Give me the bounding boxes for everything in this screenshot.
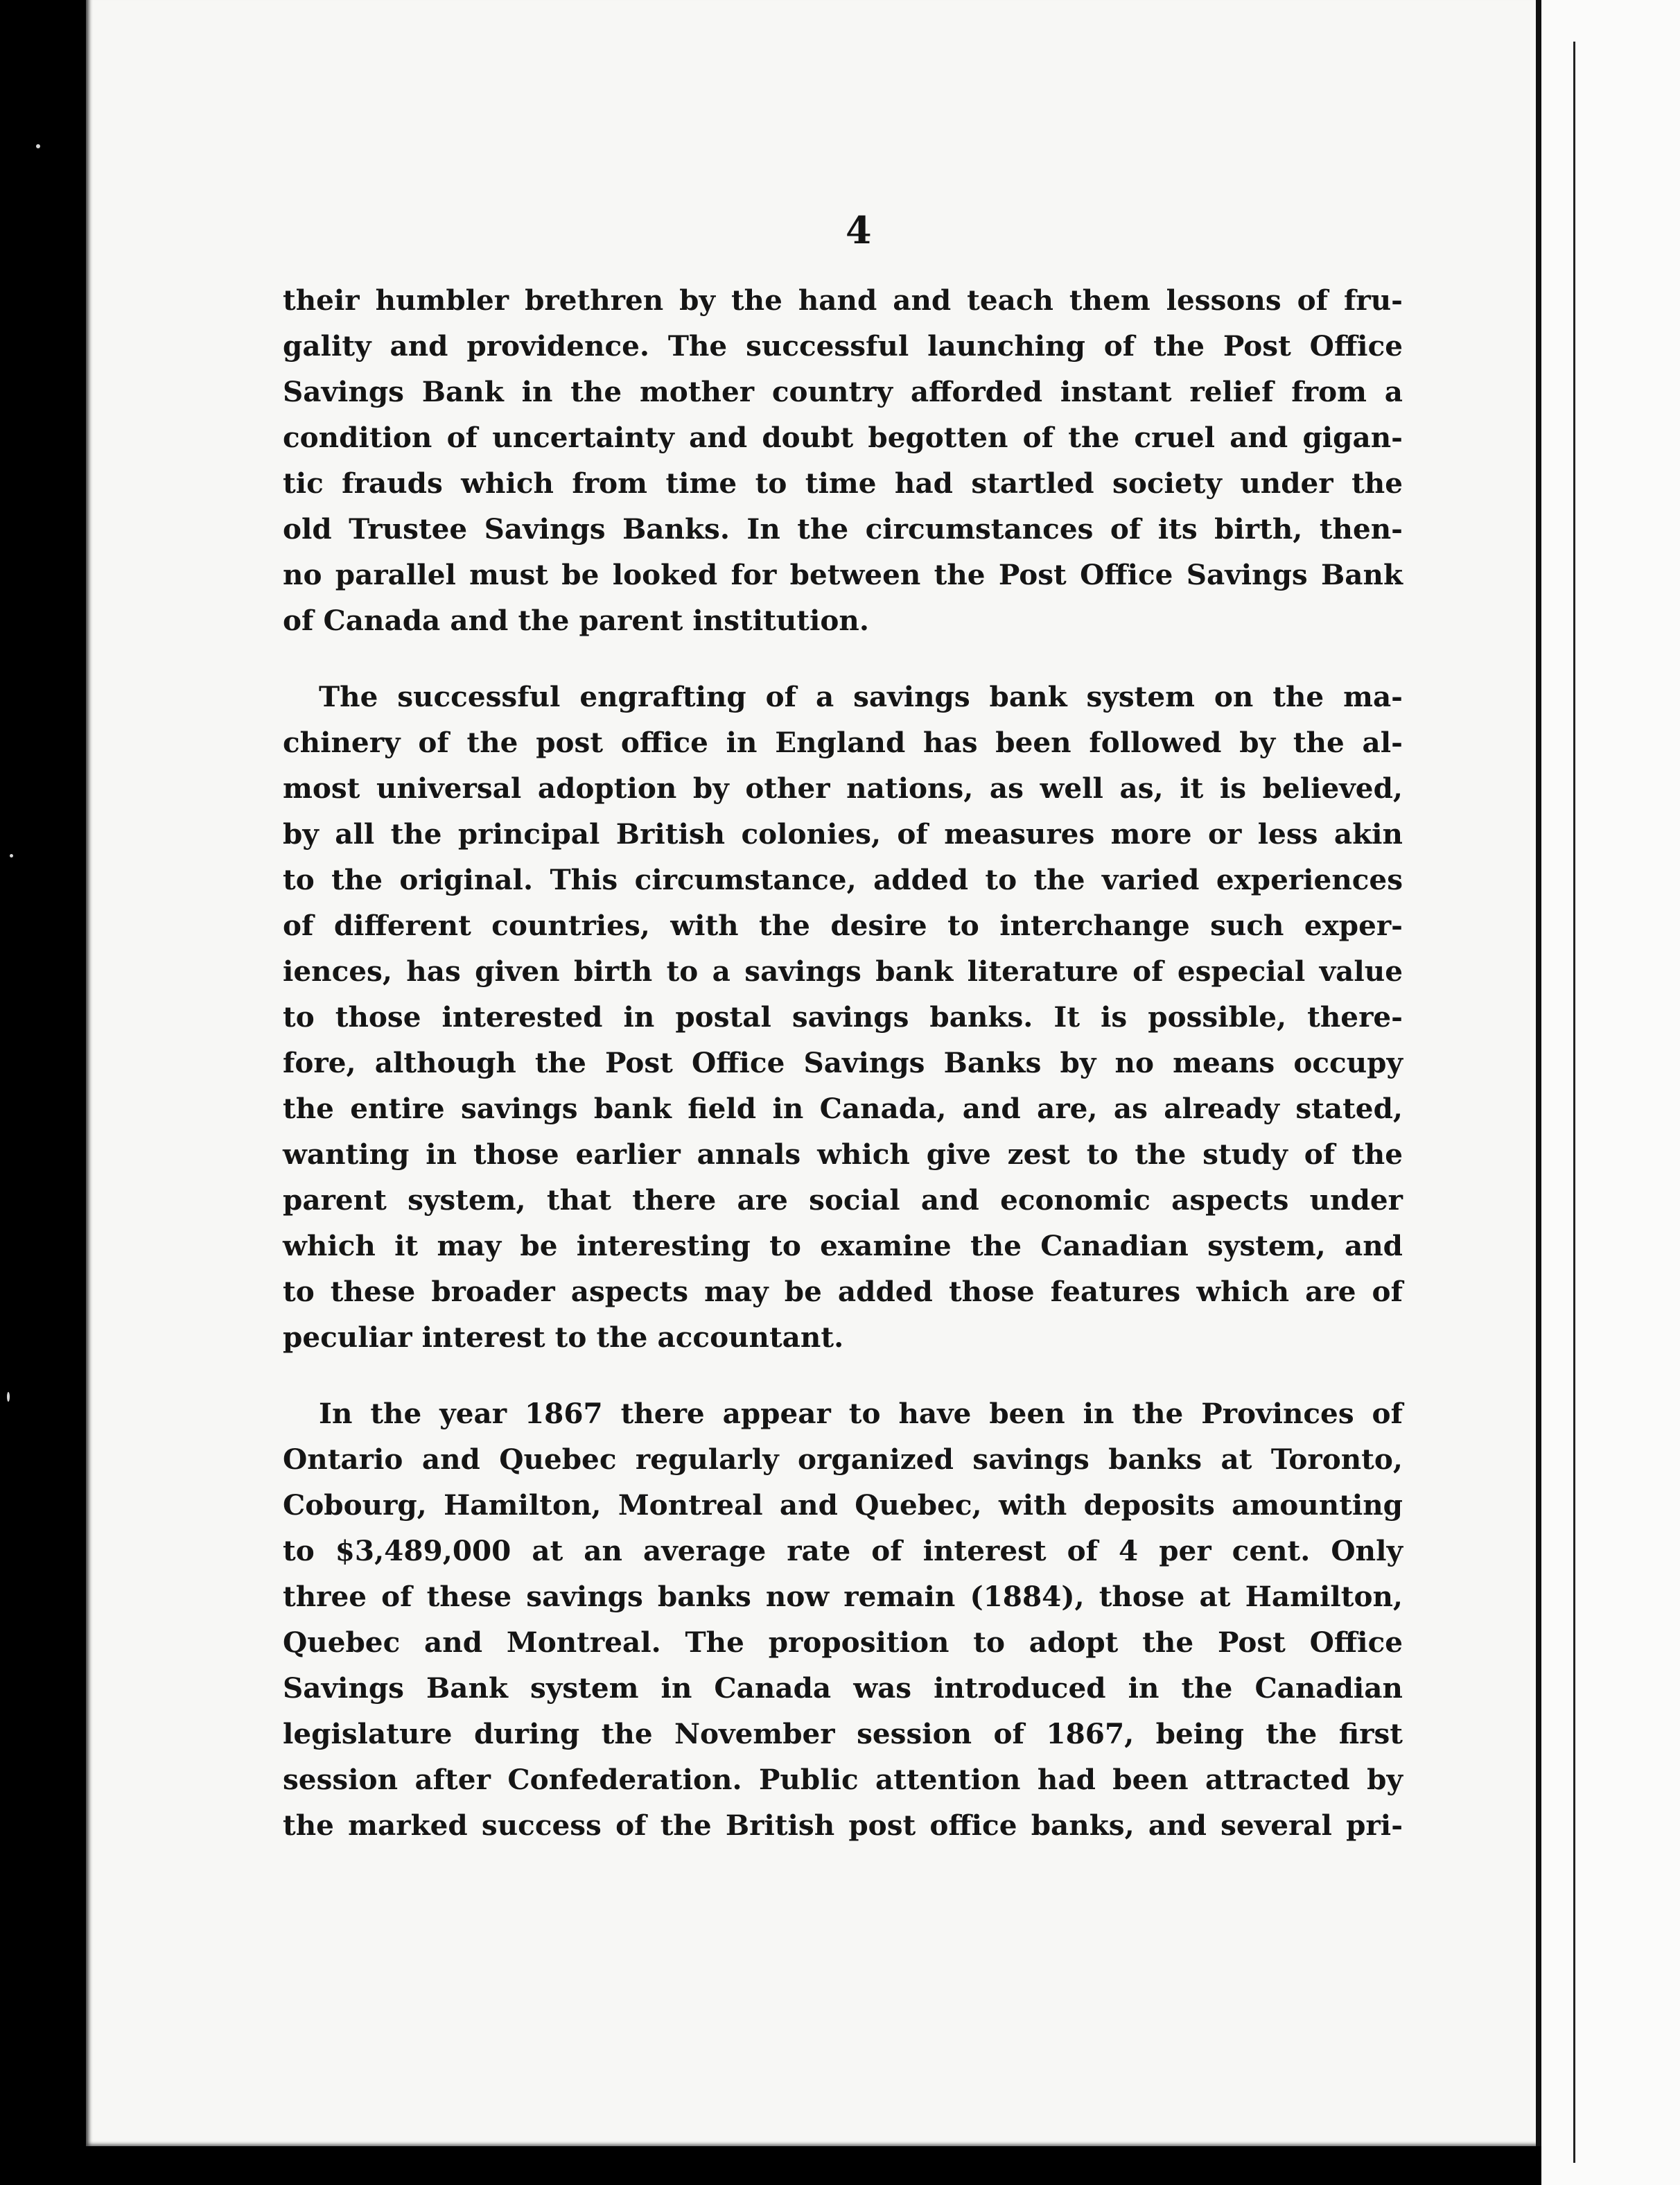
text-line: to these broader aspects may be added those features which are of	[283, 1275, 1403, 1308]
text-line: chinery of the post office in England has been followed by the al-	[283, 726, 1403, 759]
paragraph-1	[283, 277, 1403, 643]
text-line: Quebec and Montreal. The proposition to adopt the Post Office	[283, 1626, 1403, 1659]
body-text	[283, 277, 1403, 1879]
text-line: most universal adoption by other nations, as well as, it is believed,	[283, 772, 1403, 805]
text-line: condition of uncertainty and doubt begotten of the cruel and gigan-	[283, 421, 1403, 454]
text-line: peculiar interest to the accountant.	[283, 1321, 844, 1354]
text-line: Ontario and Quebec regularly organized savings banks at Toronto,	[283, 1443, 1403, 1476]
text-line: iences, has given birth to a savings bank literature of especial value	[283, 955, 1403, 988]
page-fold-line	[1573, 42, 1575, 2163]
text-line: the entire savings bank field in Canada, and are, as already stated,	[283, 1092, 1403, 1125]
text-line: Cobourg, Hamilton, Montreal and Quebec, with deposits amounting	[283, 1488, 1403, 1522]
text-line: which it may be interesting to examine the Canadian system, and	[283, 1229, 1403, 1262]
page-number: 4	[846, 208, 872, 252]
text-line: Savings Bank system in Canada was introduced in the Canadian	[283, 1671, 1403, 1705]
scan-speck	[36, 144, 40, 148]
text-line: session after Confederation. Public attention had been attracted by	[283, 1763, 1403, 1796]
text-line: fore, although the Post Office Savings Banks by no means occupy	[283, 1046, 1403, 1079]
text-line: to those interested in postal savings banks. It is possible, there-	[283, 1000, 1403, 1034]
text-line: wanting in those earlier annals which give zest to the study of the	[283, 1138, 1403, 1171]
scan-speck	[7, 1392, 10, 1402]
scan-speck	[10, 854, 13, 858]
text-line: of different countries, with the desire to interchange such exper-	[283, 909, 1403, 942]
text-line: parent system, that there are social and economic aspects under	[283, 1183, 1403, 1217]
scan-bottom-margin	[86, 2146, 1541, 2185]
text-line: legislature during the November session of 1867, being the first	[283, 1717, 1403, 1750]
text-line: tic frauds which from time to time had startled society under the	[283, 467, 1403, 500]
text-line: to the original. This circumstance, added to the varied experiences	[283, 863, 1403, 896]
text-line: by all the principal British colonies, of measures more or less akin	[283, 817, 1403, 851]
text-line: In the year 1867 there appear to have been in the Provinces of	[319, 1397, 1403, 1430]
adjacent-page-edge	[1536, 0, 1680, 2185]
text-line: The successful engrafting of a savings bank system on the ma-	[319, 680, 1403, 713]
text-line: old Trustee Savings Banks. In the circumstances of its birth, then-	[283, 512, 1403, 546]
text-line: their humbler brethren by the hand and teach them lessons of fru-	[283, 284, 1403, 317]
text-line: Savings Bank in the mother country afforded instant relief from a	[283, 375, 1403, 408]
text-line: to $3,489,000 at an average rate of interest of 4 per cent. Only	[283, 1534, 1403, 1567]
text-line: no parallel must be looked for between the Post Office Savings Bank	[283, 558, 1403, 591]
text-line: gality and providence. The successful launching of the Post Office	[283, 329, 1403, 363]
paragraph-3	[283, 1391, 1403, 1848]
text-line: of Canada and the parent institution.	[283, 604, 869, 637]
text-line: three of these savings banks now remain (1884), those at Hamilton,	[283, 1580, 1403, 1613]
text-line: the marked success of the British post office banks, and several pri-	[283, 1809, 1403, 1842]
paragraph-2	[283, 674, 1403, 1360]
